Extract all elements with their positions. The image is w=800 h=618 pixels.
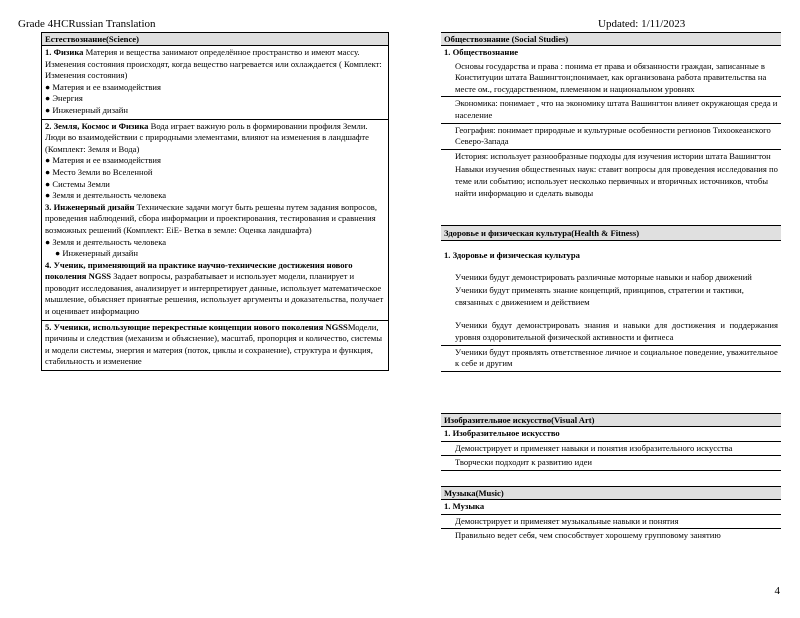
health-row: Ученики будут демонстрировать различные моторные навыки и набор движений (455, 271, 752, 282)
health-box (441, 225, 781, 372)
art-row: Творчески подходит к развитию идеи (441, 455, 781, 471)
social-row: География: понимает природные и культурные особенности регионов Тихоокеанского Северо-Запада (441, 123, 781, 149)
art-title: 1. Изобразительное искусство (444, 428, 560, 438)
music-box (441, 486, 781, 543)
social-box (441, 32, 781, 200)
s3-bullet: ● Инженерный дизайн (55, 248, 138, 259)
s2-bullet: ● Земля и деятельность человека (45, 190, 167, 201)
s1-bullet: ● Инженерный дизайн (45, 104, 128, 115)
art-row: Демонстрирует и применяет навыки и понятия изобразительного искусства (441, 441, 781, 456)
health-heading: Здоровье и физическая культура(Health & Fitness) (441, 225, 781, 241)
social-row: Навыки изучения общественных наук: ставит вопросы для проведения исследования по теме или событию; использует несколько первичных и вторичных источников, чтобы найти информацию и сделать выводы (455, 164, 778, 198)
social-row: История: использует разнообразные подходы для изучения истории штата Вашингтон (441, 149, 781, 164)
s3-text: Технические задачи могут быть решены путем задания вопросов, проведения наблюдений, сбора информации и проектирования, тестирования и сравнения возможных решений (Комплект: EiE- Ветка в земле: Оценка ландшафта) (45, 201, 377, 235)
s2-text: Вода играет важную роль в формировании профиля Земли. Люди во взаимодействии с природными элементами, влияют на изменения в ландшафте (Комплект: Земля и Вода) (45, 120, 369, 154)
s5-title: 5. Ученики, использующие перекрестные концепции нового поколения NGSS (45, 321, 348, 332)
s3-title: 3. Инженерный дизайн (45, 201, 135, 212)
art-heading: Изобразительное искусство(Visual Art) (441, 413, 781, 427)
music-title: 1. Музыка (444, 501, 485, 511)
science-section-5 (42, 320, 388, 371)
social-row: Экономика: понимает , что на экономику штата Вашингтон влияет окружающая среда и население (441, 96, 781, 122)
s4-title: 4. Ученик, применяющий на практике научно-технические достижения нового поколения NGSS (45, 259, 353, 282)
s2-bullet: ● Системы Земли (45, 178, 110, 189)
science-section-1 (42, 45, 388, 119)
music-row: Демонстрирует и применяет музыкальные навыки и понятия (441, 514, 781, 529)
health-row: Ученики будут проявлять ответственное личное и социальное поведение, уважительное к себе и другим (441, 345, 781, 372)
science-section-2 (42, 119, 388, 320)
music-row: Правильно ведет себя, чем способствует хорошему групповому занятию (441, 528, 781, 543)
health-row: Ученики будут демонстрировать знания и навыки для достижения и поддержания уровня оздоровительной физической активности и фитнеса (455, 320, 778, 342)
s5-text: Модели, причины и следствия (механизм и объяснение), масштаб, пропорция и количество, системы и модели системы, энергия и материя (поток, циклы и сохранение), структура и функция, стабильность и изменение (45, 321, 382, 367)
s1-title: 1. Физика (45, 47, 84, 57)
social-row: Основы государства и права : понима ет права и обязанности граждан, записанные в Конституции штата Вашингтон;понимает, как организована работа правительства на месте ом., государственном, племенном и национальном уровнях (455, 60, 767, 94)
s1-bullet: ● Материя и ее взаимодействия (45, 81, 161, 92)
s3-bullet: ● Земля и деятельность человека (45, 236, 167, 247)
music-heading: Музыка(Music) (441, 486, 781, 500)
social-heading: Обществознание (Social Studies) (441, 32, 781, 46)
health-row: Ученики будут применять знание концепций, принципов, стратегии и тактики, связанных с движением и действием (455, 285, 744, 307)
s2-bullet: ● Место Земли во Вселенной (45, 166, 153, 177)
science-box (41, 32, 389, 371)
health-title: 1. Здоровье и физическая культура (444, 250, 580, 260)
art-box (441, 413, 781, 471)
s1-bullet: ● Энергия (45, 93, 83, 104)
s2-title: 2. Земля, Космос и Физика (45, 120, 149, 131)
header-left: Grade 4HCRussian Translation (18, 18, 156, 30)
page-number: 4 (774, 585, 780, 597)
science-heading: Естествознание(Science) (42, 33, 388, 45)
s2-bullet: ● Материя и ее взаимодействия (45, 155, 161, 166)
s1-text: Материя и вещества занимают определённое пространство и имеют массу. Изменения состояния происходят, когда вещество нагревается или охлаждается ( Комплект: Изменения состояния) (45, 47, 382, 81)
s4-text: Задает вопросы, разрабатывает и использует модели, планирует и проводит исследования, анализирует и интерпретирует данные, использует математическое мышление, объясняет принятые решения, использует аргументы и доказательства, получает и оценивает информацию (45, 271, 384, 317)
social-title: 1. Обществознание (444, 47, 519, 57)
header-right: Updated: 1/11/2023 (598, 18, 686, 30)
